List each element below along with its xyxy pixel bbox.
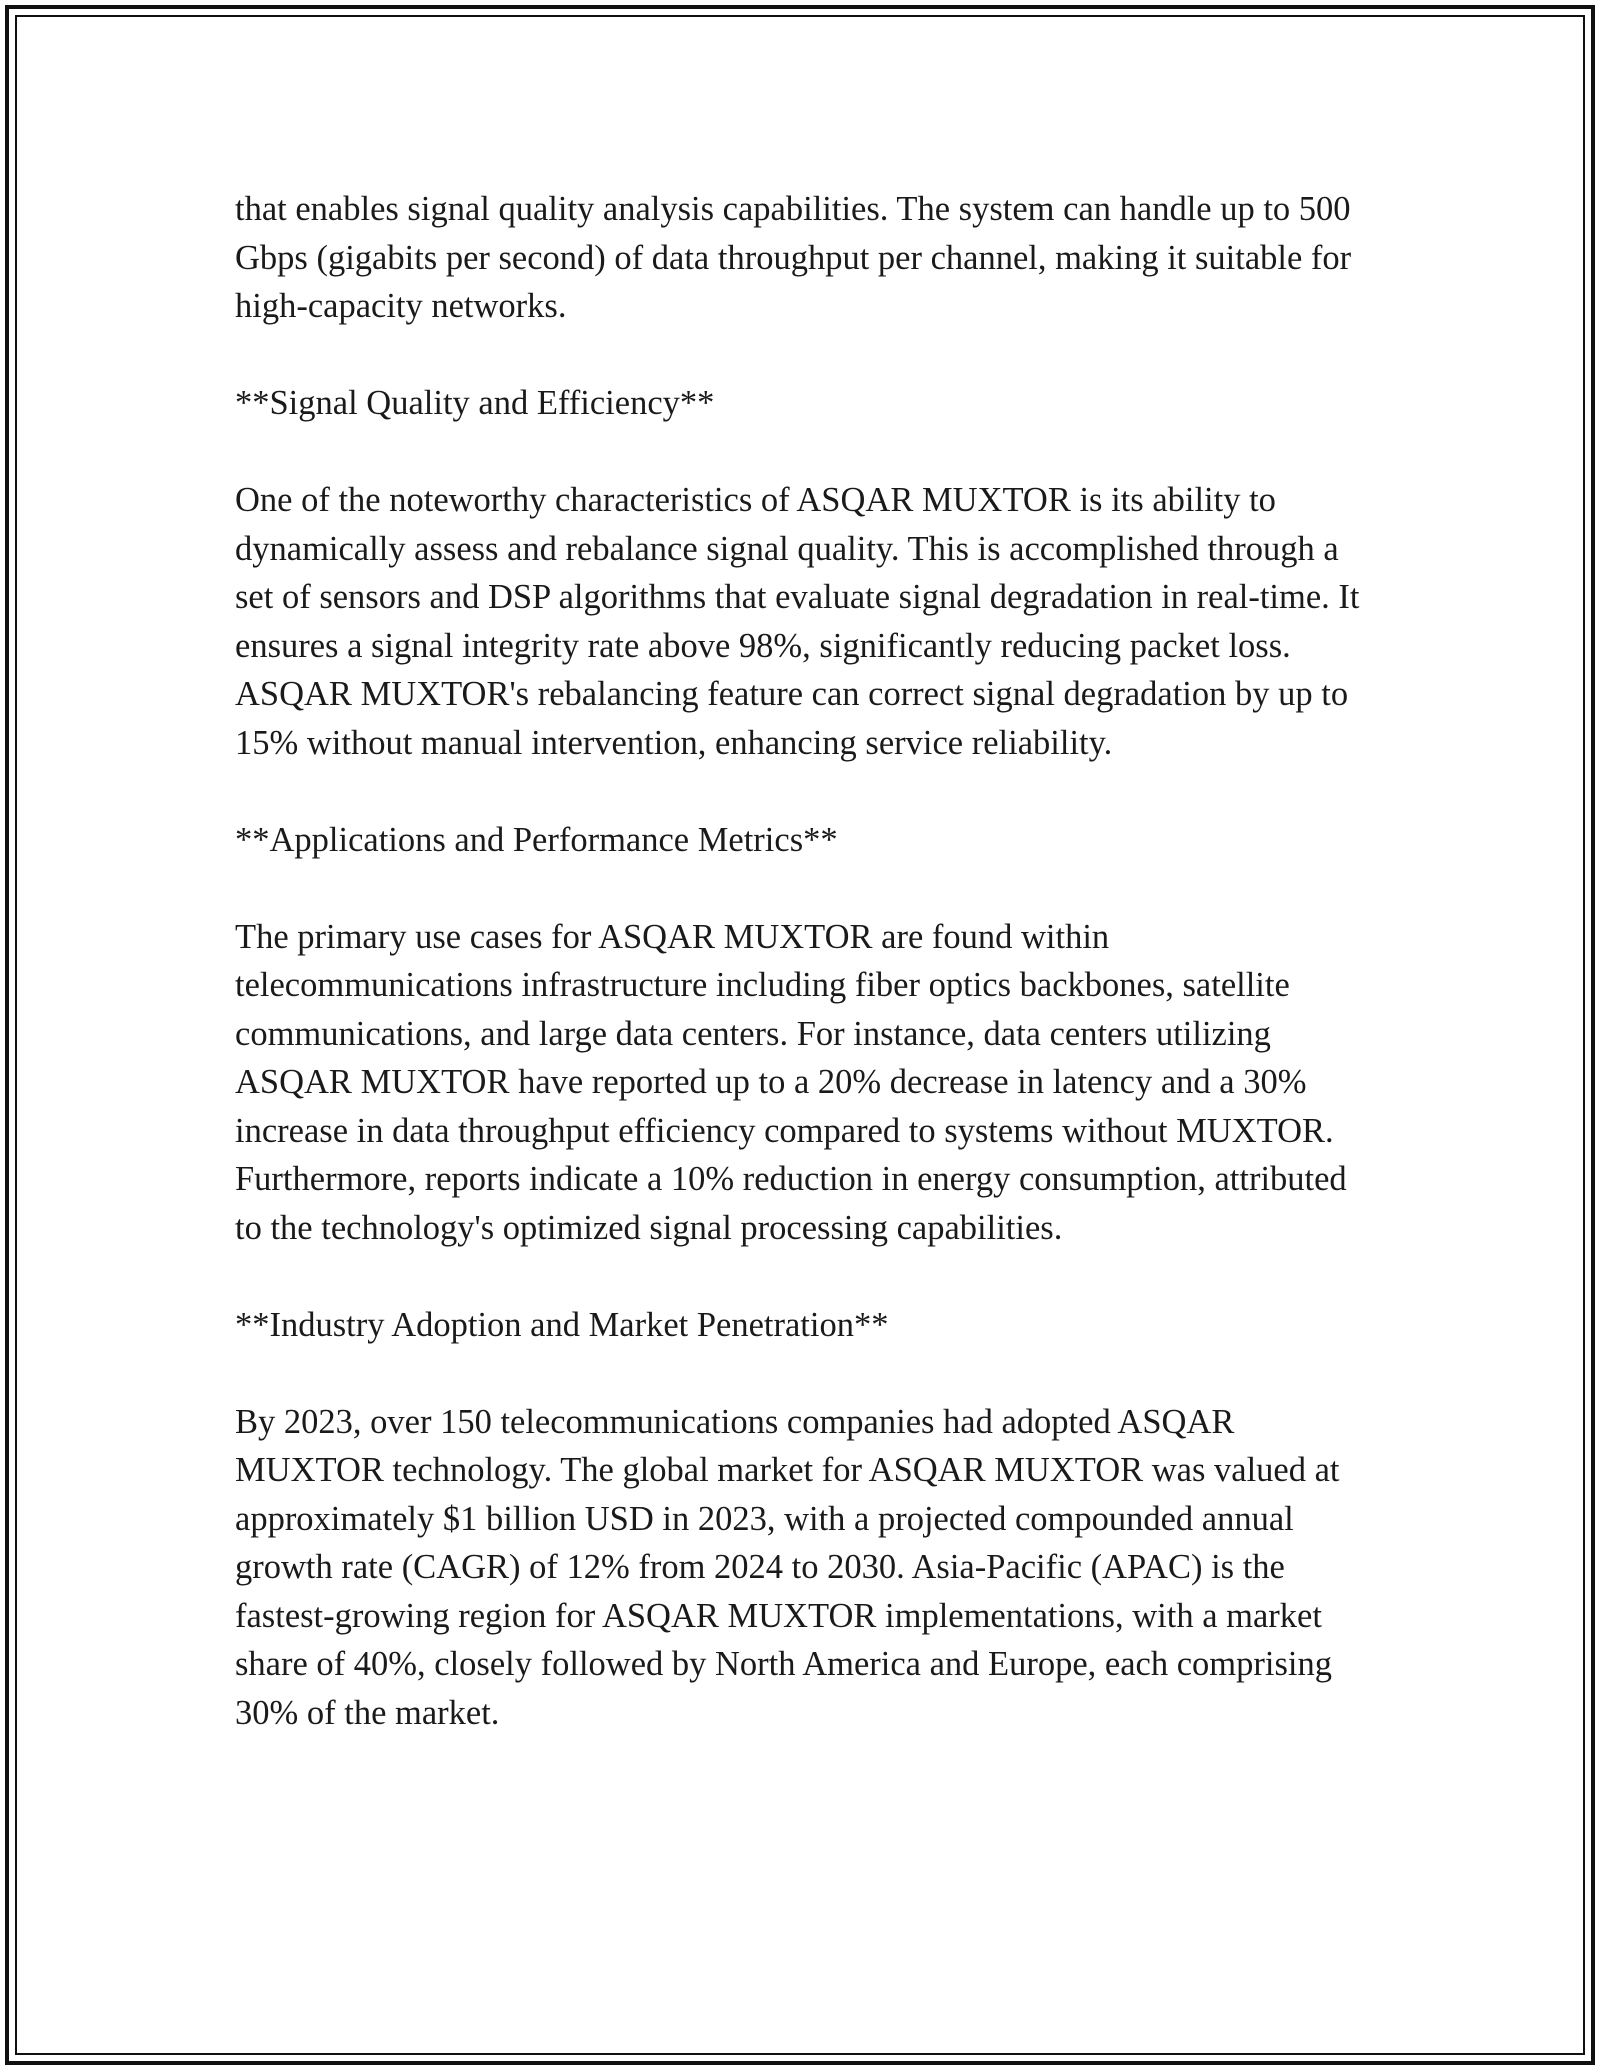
heading-signal-quality: **Signal Quality and Efficiency** (235, 384, 715, 422)
paragraph-applications: The primary use cases for ASQAR MUXTOR are found within telecommunications infrastructure including fiber optics backbones, satellite communications, and large data centers. For instance, data centers utilizing ASQAR MUXTOR have reported up to a 20% decrease in latency and a 30% increase in data throughput efficiency compared to systems without MUXTOR. Furthermore, reports indicate a 10% reduction in energy consumption, attributed to the technology's optimized signal processing capabilities. (235, 917, 1347, 1247)
paragraph-throughput: that enables signal quality analysis capabilities. The system can handle up to 500 Gbps (gigabits per second) of data throughput per channel, making it suitable for high-capacity networks. (235, 190, 1352, 325)
heading-applications: **Applications and Performance Metrics** (235, 820, 838, 859)
paragraph-industry-adoption: By 2023, over 150 telecommunications companies had adopted ASQAR MUXTOR technology. The global market for ASQAR MUXTOR was valued at approximately $1 billion USD in 2023, with a projected compounded annual growth rate (CAGR) of 12% from 2024 to 2030. Asia-Pacific (APAC) is the fastest-growing region for ASQAR MUXTOR implementations, with a market share of 40%, closely followed by North America and Europe, each comprising 30% of the market. (235, 1402, 1340, 1732)
document-body (235, 185, 1365, 1737)
heading-industry-adoption: **Industry Adoption and Market Penetration** (235, 1305, 889, 1344)
paragraph-signal-quality: One of the noteworthy characteristics of ASQAR MUXTOR is its ability to dynamically assess and rebalance signal quality. This is accomplished through a set of sensors and DSP algorithms that evaluate signal degradation in real-time. It ensures a signal integrity rate above 98%, significantly reducing packet loss. ASQAR MUXTOR's rebalancing feature can correct signal degradation by up to 15% without manual intervention, enhancing service reliability. (235, 481, 1360, 762)
